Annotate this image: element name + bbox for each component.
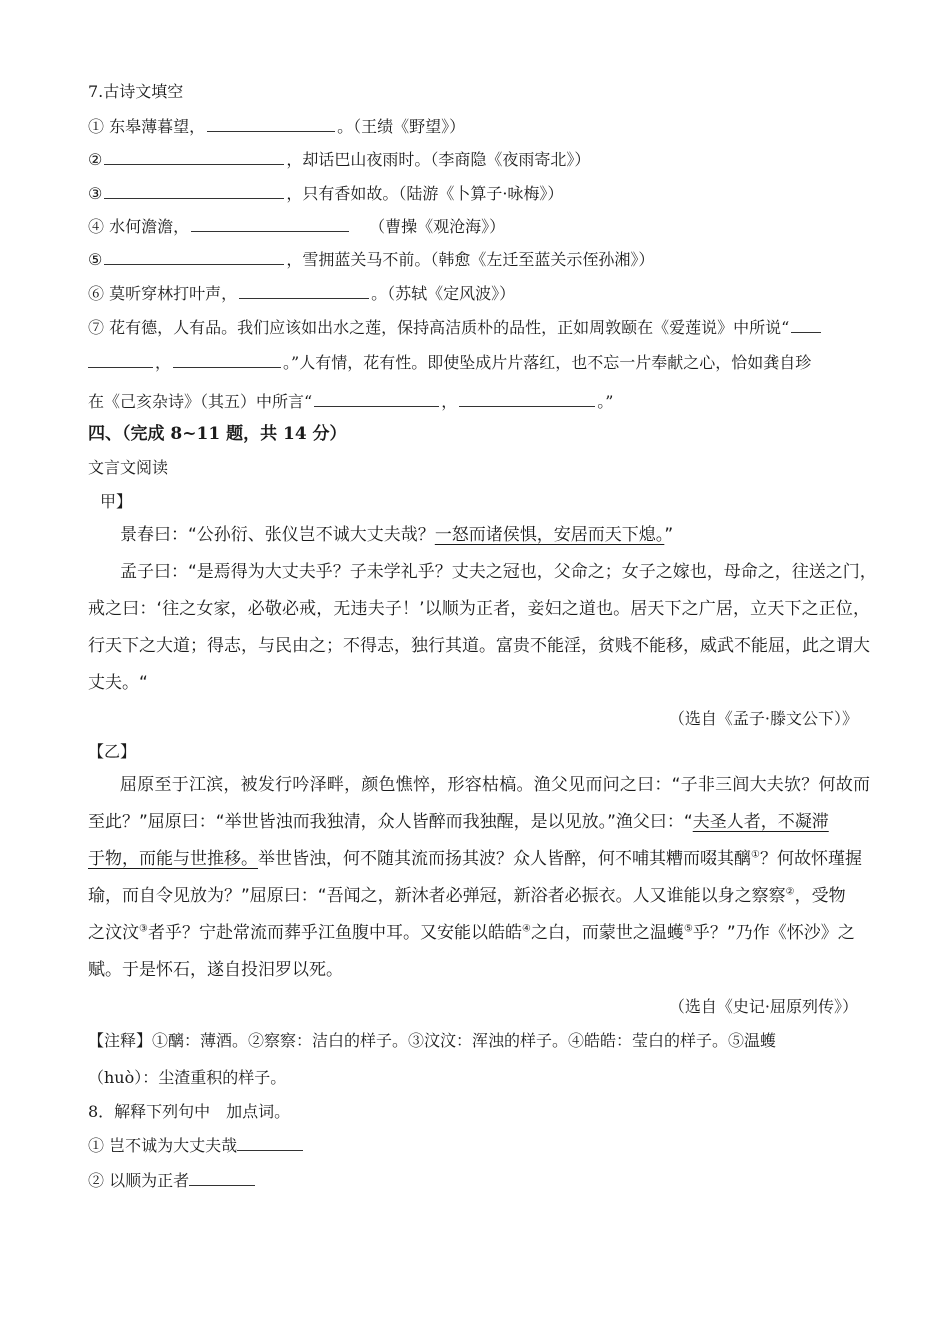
notes-line-2: （huò）：尘渣重积的样子。	[88, 1068, 287, 1087]
answer-blank[interactable]	[459, 391, 595, 407]
answer-blank[interactable]	[239, 283, 369, 299]
q7-item-3: ③ ，只有香如故。（陆游《卜算子·咏梅》）	[88, 184, 564, 203]
q7-item-5: ⑤ ，雪拥蓝关马不前。（韩愈《左迁至蓝关示侄孙湘》）	[88, 250, 655, 269]
jia-label: 甲】	[100, 492, 133, 511]
q7-title: 7.古诗文填空	[88, 82, 184, 101]
q7-item-6: ⑥ 莫听穿林打叶声， 。（苏轼《定风波》）	[88, 284, 516, 303]
q7-item-7-line1: ⑦ 花有德，人有品。我们应该如出水之莲，保持高洁质朴的品性，正如周敦颐在《爱莲说》中所说“	[88, 317, 890, 338]
answer-blank[interactable]	[207, 116, 335, 132]
answer-blank[interactable]	[173, 352, 281, 368]
yi-line-3: 于物，而能与世推移。举世皆浊，何不随其流而扬其波？众人皆醉，何不哺其糟而啜其醨①？何故怀瑾握	[88, 849, 862, 869]
answer-blank[interactable]	[104, 249, 284, 265]
answer-blank[interactable]	[191, 216, 349, 232]
answer-blank[interactable]	[104, 183, 284, 199]
q8-item-1: ① 岂不诚为大丈夫哉	[88, 1135, 890, 1156]
q7-item-4: ④ 水何澹澹， （曹操《观沧海》）	[88, 217, 506, 236]
jia-paragraph-2-line3: 行天下之大道；得志，与民由之；不得志，独行其道。富贵不能淫，贫贱不能移，威武不能屈，此之谓大	[88, 636, 870, 656]
jia-paragraph-2-line1: 孟子曰：“是焉得为大丈夫乎？子未学礼乎？丈夫之冠也，父命之；女子之嫁也，母命之，往送之门，	[120, 562, 877, 582]
yi-line-2: 至此？”屈原曰：“举世皆浊而我独清，众人皆醉而我独醒，是以见放。”渔父曰：“夫圣人者，不凝滞	[88, 812, 829, 832]
notes-line-1: 【注释】①醨：薄酒。②察察：洁白的样子。③汶汶：浑浊的样子。④皓皓：莹白的样子。⑤温蠖	[88, 1031, 777, 1050]
q7-item-7-line3: 在《己亥杂诗》（其五）中所言“ ， 。”	[88, 392, 614, 411]
answer-blank[interactable]	[88, 352, 153, 368]
q7-item-7-line2: ， 。”人有情，花有性。即使坠成片片落红，也不忘一片奉献之心，恰如龚自珍	[88, 352, 890, 373]
yi-line-4: 瑜，而自令见放为？”屈原曰：“吾闻之，新沐者必弹冠，新浴者必振衣。人又谁能以身之察察②，受物	[88, 886, 846, 906]
yi-line-5: 之汶汶③者乎？宁赴常流而葬乎江鱼腹中耳。又安能以皓皓④之白，而蒙世之温蠖⑤乎？”乃作《怀沙》之	[88, 923, 855, 943]
jia-paragraph-2-line2: 戒之曰：‘往之女家，必敬必戒，无违夫子！’以顺为正者，妾妇之道也。居天下之广居，立天下之正位，	[88, 599, 870, 619]
q8-title: 8．解释下列句中 加点词。	[88, 1102, 291, 1121]
answer-blank[interactable]	[237, 1135, 303, 1151]
jia-source: （选自《孟子·滕文公下）》	[668, 709, 858, 728]
q8-item-2: ② 以顺为正者	[88, 1170, 890, 1191]
answer-blank[interactable]	[104, 149, 284, 165]
jia-paragraph-2-line4: 丈夫。“	[88, 673, 148, 693]
yi-label: 【乙】	[88, 742, 137, 761]
section-subheading: 文言文阅读	[88, 458, 169, 477]
answer-blank[interactable]	[791, 317, 821, 333]
answer-blank[interactable]	[314, 391, 439, 407]
answer-blank[interactable]	[189, 1170, 255, 1186]
yi-line-1: 屈原至于江滨，被发行吟泽畔，颜色憔悴，形容枯槁。渔父见而问之曰：“子非三闾大夫欤？何故而	[120, 775, 870, 795]
q7-item-2: ② ，却话巴山夜雨时。（李商隐《夜雨寄北》）	[88, 150, 591, 169]
yi-source: （选自《史记·屈原列传》）	[668, 997, 858, 1016]
yi-line-6: 赋。于是怀石，遂自投汨罗以死。	[88, 960, 343, 980]
q7-item-1: ① 东皋薄暮望， 。（王绩《野望》）	[88, 117, 466, 136]
jia-paragraph-1: 景春曰：“公孙衍、张仪岂不诚大丈夫哉？一怒而诸侯惧，安居而天下熄。”	[120, 525, 674, 545]
section-heading: 四、（完成 8~11 题，共 14 分）	[88, 424, 347, 444]
